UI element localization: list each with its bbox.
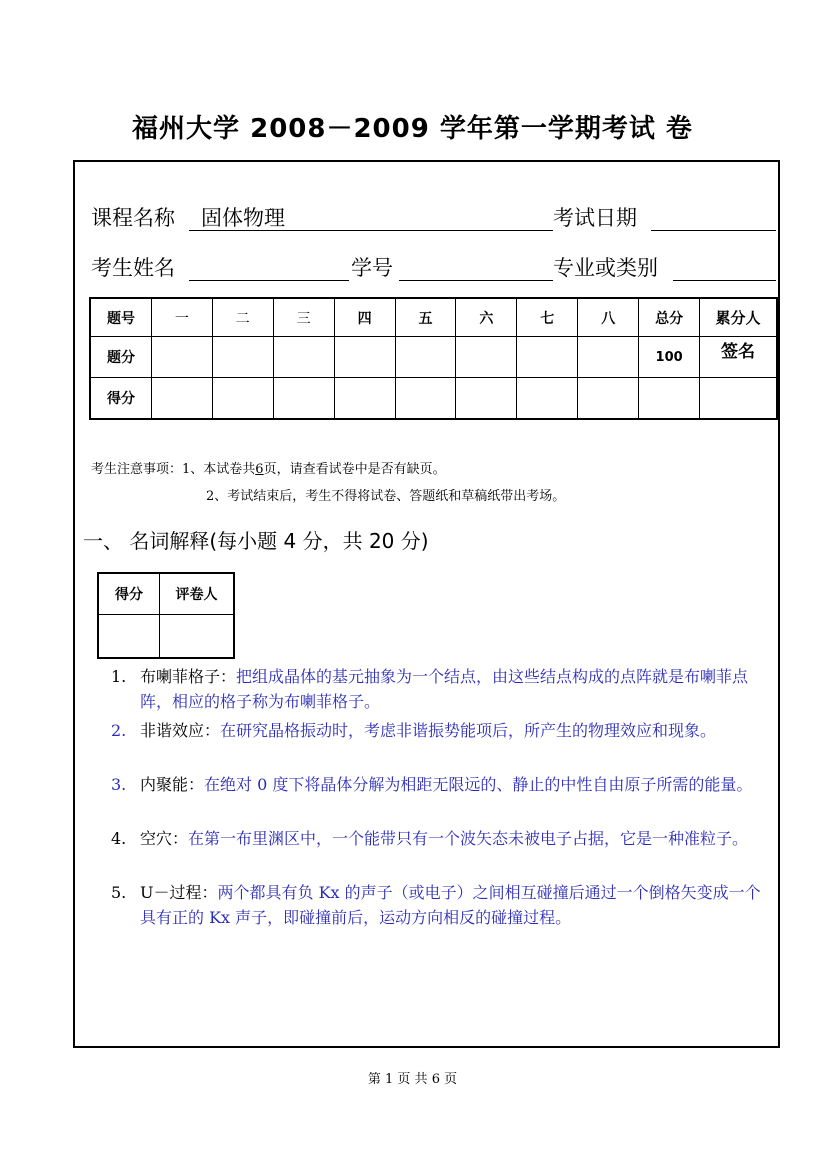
- points-cell: [212, 337, 273, 378]
- score-cell[interactable]: [212, 378, 273, 420]
- score-row: [90, 378, 777, 420]
- points-label: 题分: [90, 337, 151, 378]
- item-definition: 在绝对 0 度下将晶体分解为相距无限远的、静止的中性自由原子所需的能量。: [204, 775, 753, 794]
- points-cell: [395, 337, 456, 378]
- header-cell: 七: [517, 298, 578, 337]
- item-definition: 在第一布里渊区中，一个能带只有一个波矢态未被电子占据，它是一种准粒子。: [188, 829, 749, 848]
- signer-cell[interactable]: [700, 378, 777, 420]
- total-points: 100: [639, 337, 700, 378]
- header-cell: 六: [456, 298, 517, 337]
- grade-score-label: 得分: [98, 573, 160, 615]
- score-table: [89, 297, 778, 420]
- date-underline[interactable]: [651, 230, 776, 231]
- date-label: 考试日期: [553, 206, 637, 230]
- item-definition: 把组成晶体的基元抽象为一个结点，由这些结点构成的点阵就是布喇菲点阵，相应的格子称为布喇菲格子。: [140, 667, 749, 711]
- header-cell: 题号: [90, 298, 151, 337]
- score-header-row: [90, 298, 777, 337]
- score-label: 得分: [90, 378, 151, 420]
- item-number: 4.: [111, 829, 127, 848]
- item-term: U－过程：: [140, 883, 218, 902]
- id-label: 学号: [351, 256, 393, 280]
- header-cell: 四: [334, 298, 395, 337]
- item-number: 2.: [111, 721, 127, 740]
- name-label: 考生姓名: [91, 256, 175, 280]
- score-cell[interactable]: [456, 378, 517, 420]
- section-title: 一、 名词解释(每小题 4 分，共 20 分): [83, 529, 429, 553]
- item-number: 1.: [111, 667, 127, 686]
- name-underline[interactable]: [189, 280, 349, 281]
- page-count: 6: [255, 462, 264, 477]
- points-row: [90, 337, 777, 378]
- notes-prefix: 考生注意事项：1、本试卷共: [91, 462, 256, 477]
- points-cell: [273, 337, 334, 378]
- points-cell: [151, 337, 212, 378]
- score-cell[interactable]: [578, 378, 639, 420]
- points-cell: [334, 337, 395, 378]
- item-term: 空穴：: [140, 829, 189, 848]
- id-underline[interactable]: [399, 280, 553, 281]
- points-cell: [456, 337, 517, 378]
- points-cell: [517, 337, 578, 378]
- page-footer: 第 1 页 共 6 页: [367, 1072, 458, 1087]
- header-cell: 三: [273, 298, 334, 337]
- course-value: 固体物理: [201, 206, 285, 230]
- score-cell[interactable]: [517, 378, 578, 420]
- score-cell[interactable]: [273, 378, 334, 420]
- header-cell: 累分人: [700, 298, 777, 337]
- notes-line-1: [91, 458, 446, 477]
- major-label: 专业或类别: [553, 256, 658, 280]
- exam-frame: [73, 160, 780, 1048]
- notes-line-2: 2、考试结束后，考生不得将试卷、答题纸和草稿纸带出考场。: [206, 489, 566, 504]
- item-number: 5.: [111, 883, 127, 902]
- score-cell[interactable]: [334, 378, 395, 420]
- grade-box: [97, 572, 235, 659]
- score-cell[interactable]: [639, 378, 700, 420]
- grade-score-cell[interactable]: [98, 615, 160, 659]
- item-definition: 两个都具有负 Kx 的声子（或电子）之间相互碰撞后通过一个倒格矢变成一个具有正的 Kx 声子，即碰撞前后，运动方向相反的碰撞过程。: [140, 883, 761, 927]
- grade-grader-label: 评卷人: [160, 573, 235, 615]
- signer-label: 签名: [700, 337, 777, 378]
- item-number: 3.: [111, 775, 127, 794]
- score-cell[interactable]: [395, 378, 456, 420]
- header-cell: 五: [395, 298, 456, 337]
- header-cell: 总分: [639, 298, 700, 337]
- item-term: 布喇菲格子：: [140, 667, 237, 686]
- header-cell: 一: [151, 298, 212, 337]
- item-term: 非谐效应：: [140, 721, 221, 740]
- score-cell[interactable]: [151, 378, 212, 420]
- header-cell: 二: [212, 298, 273, 337]
- item-term: 内聚能：: [140, 775, 205, 794]
- notes-suffix: 页，请查看试卷中是否有缺页。: [263, 462, 446, 477]
- course-label: 课程名称: [91, 206, 175, 230]
- major-underline[interactable]: [673, 280, 776, 281]
- item-definition: 在研究晶格振动时，考虑非谐振势能项后，所产生的物理效应和现象。: [220, 721, 717, 740]
- header-cell: 八: [578, 298, 639, 337]
- exam-title: 福州大学 2008－2009 学年第一学期考试 卷: [132, 114, 693, 144]
- points-cell: [578, 337, 639, 378]
- grade-grader-cell[interactable]: [160, 615, 235, 659]
- course-underline: [189, 230, 553, 231]
